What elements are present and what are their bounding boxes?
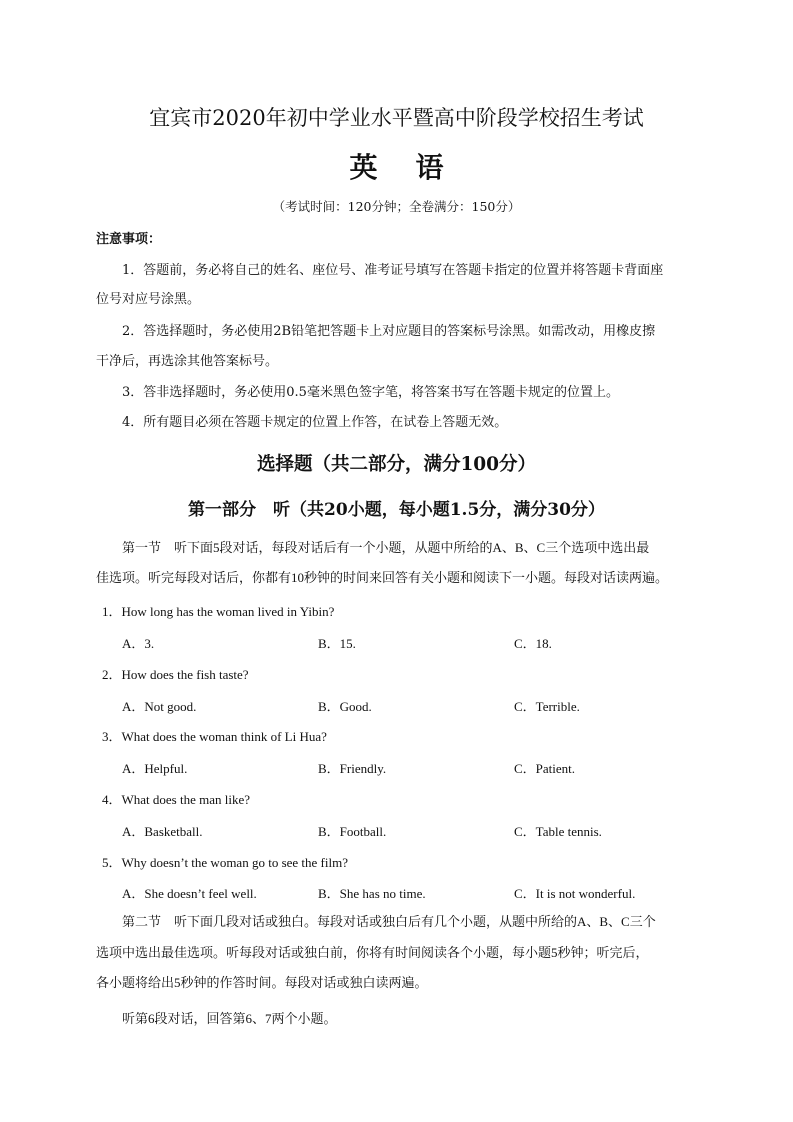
subject-char-2: 语 (415, 151, 444, 184)
subject-char-1: 英 (349, 151, 378, 184)
question-stem: 1．How long has the woman lived in Yibin? (102, 604, 335, 619)
note-3: 3．答非选择题时，务必使用0.5毫米黑色签字笔，将答案书写在答题卡规定的位置上。 (122, 385, 619, 400)
note-2-line-1: 2．答选择题时，务必使用2B铅笔把答题卡上对应题目的答案标号涂黑。如需改动，用橡皮擦 (122, 324, 656, 339)
note-4: 4．所有题目必须在答题卡规定的位置上作答，在试卷上答题无效。 (122, 415, 508, 430)
option-a: A．Not good. (122, 699, 197, 714)
option-a: A．Helpful. (122, 761, 188, 776)
question-stem: 5．Why doesn’t the woman go to see the film? (102, 855, 348, 870)
note-1-line-1: 1．答题前，务必将自己的姓名、座位号、准考证号填写在答题卡指定的位置并将答题卡背面座 (122, 263, 664, 278)
option-c: C．Table tennis. (514, 824, 602, 839)
note-1-line-2: 位号对应号涂黑。 (96, 292, 201, 307)
option-b: B．Good. (318, 699, 372, 714)
part1-heading: 第一部分 听（共20小题，每小题1.5分，满分30分） (188, 500, 605, 520)
dialog-6-instruction: 听第6段对话，回答第6、7两个小题。 (122, 1011, 337, 1026)
option-c: C．Terrible. (514, 699, 580, 714)
section2-instruction-line-3: 各小题将给出5秒钟的作答时间。每段对话或独白读两遍。 (96, 975, 428, 990)
section2-instruction-line-2: 选项中选出最佳选项。听每段对话或独白前，你将有时间阅读各个小题，每小题5秒钟；听完后， (96, 945, 649, 960)
exam-title: 宜宾市2020年初中学业水平暨高中阶段学校招生考试 (149, 106, 644, 130)
option-b: B．Football. (318, 824, 387, 839)
question-stem: 2．How does the fish taste? (102, 667, 249, 682)
option-a: A．She doesn’t feel well. (122, 886, 257, 901)
section-choice-heading: 选择题（共二部分，满分100分） (256, 454, 537, 475)
section1-instruction-line-1: 第一节 听下面5段对话，每段对话后有一个小题，从题中所给的A、B、C三个选项中选出最 (122, 540, 650, 555)
option-c: C．18. (514, 636, 552, 651)
option-b: B．She has no time. (318, 886, 426, 901)
question-stem: 4．What does the man like? (102, 792, 251, 807)
option-b: B．15. (318, 636, 356, 651)
note-2-line-2: 干净后，再选涂其他答案标号。 (96, 354, 279, 369)
subject-heading (0, 146, 793, 186)
section1-instruction-line-2: 佳选项。听完每段对话后，你都有10秒钟的时间来回答有关小题和阅读下一小题。每段对话读两遍。 (96, 570, 669, 585)
option-a: A．3. (122, 636, 155, 651)
section2-instruction-line-1: 第二节 听下面几段对话或独白。每段对话或独白后有几个小题，从题中所给的A、B、C三个 (122, 914, 656, 929)
notes-heading: 注意事项： (96, 232, 162, 247)
option-a: A．Basketball. (122, 824, 203, 839)
option-c: C．Patient. (514, 761, 576, 776)
option-c: C．It is not wonderful. (514, 886, 636, 901)
question-stem: 3．What does the woman think of Li Hua? (102, 729, 327, 744)
option-b: B．Friendly. (318, 761, 387, 776)
exam-info: （考试时间：120分钟；全卷满分：150分） (272, 199, 521, 214)
